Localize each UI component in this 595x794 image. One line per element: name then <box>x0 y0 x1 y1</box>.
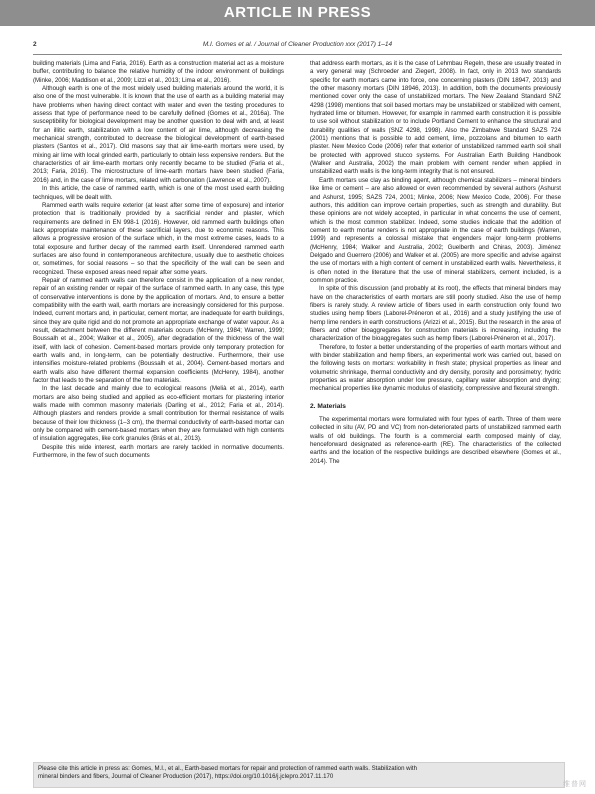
citation-line-1: Please cite this article in press as: Gomes, M.I., et al., Earth-based mortars for repair and protection of rammed earth walls. Stabilization with <box>38 765 417 772</box>
paragraph: Earth mortars use clay as binding agent, although chemical stabilizers – mineral binders like lime or cement – are also allowed or even recommended by several authors (Ashurst and Ashurst, 1995; SAZS 724, 2001; Minke, 2006; New Mexico Code, 2006). For these authors, this addition can improve certain properties, such as strength and durability. But these opinions are not widely accepted, in particular in what concerns the use of cement, which is the most common stabilizer. Indeed, some studies indicate that the addition of cement to earth mortar renders is not appropriate in the case of earth buildings (Warren, 1999) and represents a colossal mistake that engenders major long-term problems (McHenry, 1984; Walker and Australia, 2002; Guelberth and Chiras, 2003). Jiménez Delgado and Guerrero (2006) and Walker et al. (2005) are more specific and advise against the use of mortars with a high content of cement in unstabilized earth walls. Nevertheless, it is often noted in the literature that the use of mineral stabilizers, cement included, is a common practice. <box>310 176 561 284</box>
banner-text: ARTICLE IN PRESS <box>223 4 372 21</box>
journal-citation: M.I. Gomes et al. / Journal of Cleaner Production xxx (2017) 1–14 <box>202 41 393 48</box>
section-heading: 2. Materials <box>310 402 346 410</box>
paragraph: In spite of this discussion (and probably at its root), the effects that mineral binders may have on the characteristics of earth mortars are still poorly studied. Also the use of hemp fibers is rarely study. A review article of fibers used in earth construction only found two studies using hemp fibers (Laborel-Préneron et al., 2016) and a study justifying the use of hemp lime renders in earth constructions (Arizzi et al., 2015). But the research in the area of fibers and other bioaggregates for construction materials is increasing, including the characterization of the bioaggregates such as hemp fibers (Laborel-Préneron et al., 2017). <box>310 285 561 343</box>
paragraph: building materials (Lima and Faria, 2016). Earth as a construction material act as a moisture buffer, contributing to balance the relative humidity of the indoor environment of buildings (Minke, 2006; Maddison et al., 2009; Lizzi et al., 2013; Lima et al., 2016). <box>33 60 284 84</box>
paragraph: that address earth mortars, as it is the case of Lehmbau Regeln, these are usually treated in a very general way (Schroeder and Ziegert, 2008). In fact, only in 2013 two standards specific for earth mortars came into force, one concerning plasters (DIN 18947, 2013) and the other masonry mortars (DIN 18946, 2013). In addition, both the documents previously mentioned cover only the case of unstabilized mortars. The New Zealand Standard SNZ 4298 (1998) mentions that soil based mortars may be unstabilized or stabilized with cement, hydrated lime or bitumen. However, for example in rammed earth construction it is possible to use soil without stabilization or to include Portland Cement to enhance the structural and durability qualities of walls (SNZ 4298, 1998). Also the Zimbabwe Standard SAZS 724 (2001) mentions that is possible to add cement, lime, pozzolans and bitumen to earth plaster. New Mexico Code (2006) refer that exterior of unstabilized rammed earth soil shall be protected with approved stucco systems. For Australian Earth Building Handbook (Walker and Australia, 2002) the main problem with cement render when applied in unstabilized earth walls is the long-term integrity that is not ensured. <box>310 60 561 176</box>
right-column <box>310 60 561 466</box>
citation-line-2: mineral binders and fibers, Journal of Cleaner Production (2017), https://doi.org/10.1016/j.jclepro.2017.11.170 <box>38 773 334 781</box>
left-column <box>33 60 284 461</box>
paragraph: In this article, the case of rammed earth, which is one of the most used earth building techniques, will be dealt with. <box>33 185 284 201</box>
header-rule <box>33 54 562 55</box>
paragraph: Rammed earth walls require exterior (at least after some time of exposure) and interior protection that is traditionally provided by a sacrificial render and plaster, which requirements are defined in EN 998-1 (2016). However, old rammed earth buildings often lack appropriate maintenance of these sacrificial layers, due to economic reasons. This allows a progressive erosion of the surface which, in the most extreme cases, leads to a total exposure and further decay of the rammed earth itself. Unrendered rammed earth surfaces are also found in contemporaneous architecture, usually due to aesthetic choices or, sometimes, for social reasons – so that the specificity of the wall can be seen and recognized. These exposed areas need repair after some years. <box>33 201 284 276</box>
paragraph: In the last decade and mainly due to ecological reasons (Melià et al., 2014), earth mortars are also being studied and applied as eco-efficient mortars for plastering interior walls made with common masonry materials (Darling et al., 2012; Faria et al., 2014). Although plasters and renders provide a small contribution for thermal resistance of walls because of their low thickness (1–3 cm), the thermal conductivity of earth-based mortar can only be compared with cement-based mortars when they are formulated with high contents of insulation aggregates, like cork granules (Brás et al., 2013). <box>33 385 284 443</box>
paragraph: Therefore, to foster a better understanding of the properties of earth mortars without and with binder stabilization and hemp fibers, an experimental work was carried out, based on the following tests on mortars: workability in fresh state; physical properties as linear and volumetric shrinkage, thermal conductivity and dry density, porosity and porosimetry; hydric properties as water absorption under low pressure, capillary water absorption and drying; mechanical properties like dynamic modulus of elasticity, compressive and flexural strength. <box>310 343 561 393</box>
paragraph: Although earth is one of the most widely used building materials around the world, it is also one of the most vulnerable. It is known that the use of earth as a building material may have problems when having direct contact with water and even the testing procedures to assess that type of performance need to be carefully defined (Gomes et al., 2016a). The susceptibility for biological development may be another question to deal with and, at least for an illitic earth, stabilization with a low content of air lime, although decreasing the mechanical strength, contributed to decrease the biological development of earth-based plasters (Santos et al., 2017). Old masons say that air lime-earth mortars were used, by mixing air lime with local grinded earth, particularly to obtain less expensive renders. But the characteristics of air lime-earth mortars only recently became to be studied (Faria et al., 2013; Faria, 2016). The microstructure of lime-earth mortars have been studied (Faria, 2016) and, in the case of lime mortars, related with carbonation (Lawrence et al., 2007). <box>33 85 284 184</box>
paragraph: The experimental mortars were formulated with four types of earth. Three of them were collected in situ (AV, PD and VC) from non-deteriorated parts of unstabilized rammed earth walls of old buildings. The fourth is a commercial earth composed mainly of clay, henceforward designated as reference-earth (RE). The characteristics of the collected earths and the location of the respective buildings are described elsewhere (Gomes et al., 2014). The <box>310 416 561 465</box>
page-number: 2 <box>33 41 37 48</box>
article-in-press-banner <box>0 0 595 26</box>
paragraph: Repair of rammed earth walls can therefore consist in the application of a new render, repair of an existing render or repair of the surface of rammed earth. In any case, this type of conservative interventions is done by the application of mortars. And, to ensure a better compatibility with the earth wall, earth mortars are increasingly considered for this purpose. Indeed, current mortars and, in particular, cement mortar, are inadequate for earth buildings, since they are quite rigid and do not promote an appropriate exchange of water vapour. As a result, detachment between the different materials occurs (McHenry, 1984; Warren, 1999; Boussalh et al., 2004; Walker et al., 2005), after degradation of the thickness of the wall itself, with lack of cohesion. Cement-based mortars provide only temporary protection for earth walls and, in long-term, can be potentially destructive. Furthermore, their use intensifies moisture-related problems (Boussalh et al., 2004). Cement-based mortars and earth walls also have different thermal expansion coefficients (McHenry, 1984), another factor that leads to the separation of the two materials. <box>33 276 284 385</box>
citation-footer <box>33 762 565 788</box>
paragraph: Despite this wide interest, earth mortars are rarely tackled in normative documents. Furthermore, in the few of such documents <box>33 443 284 460</box>
watermark: 维普网 <box>563 781 587 788</box>
